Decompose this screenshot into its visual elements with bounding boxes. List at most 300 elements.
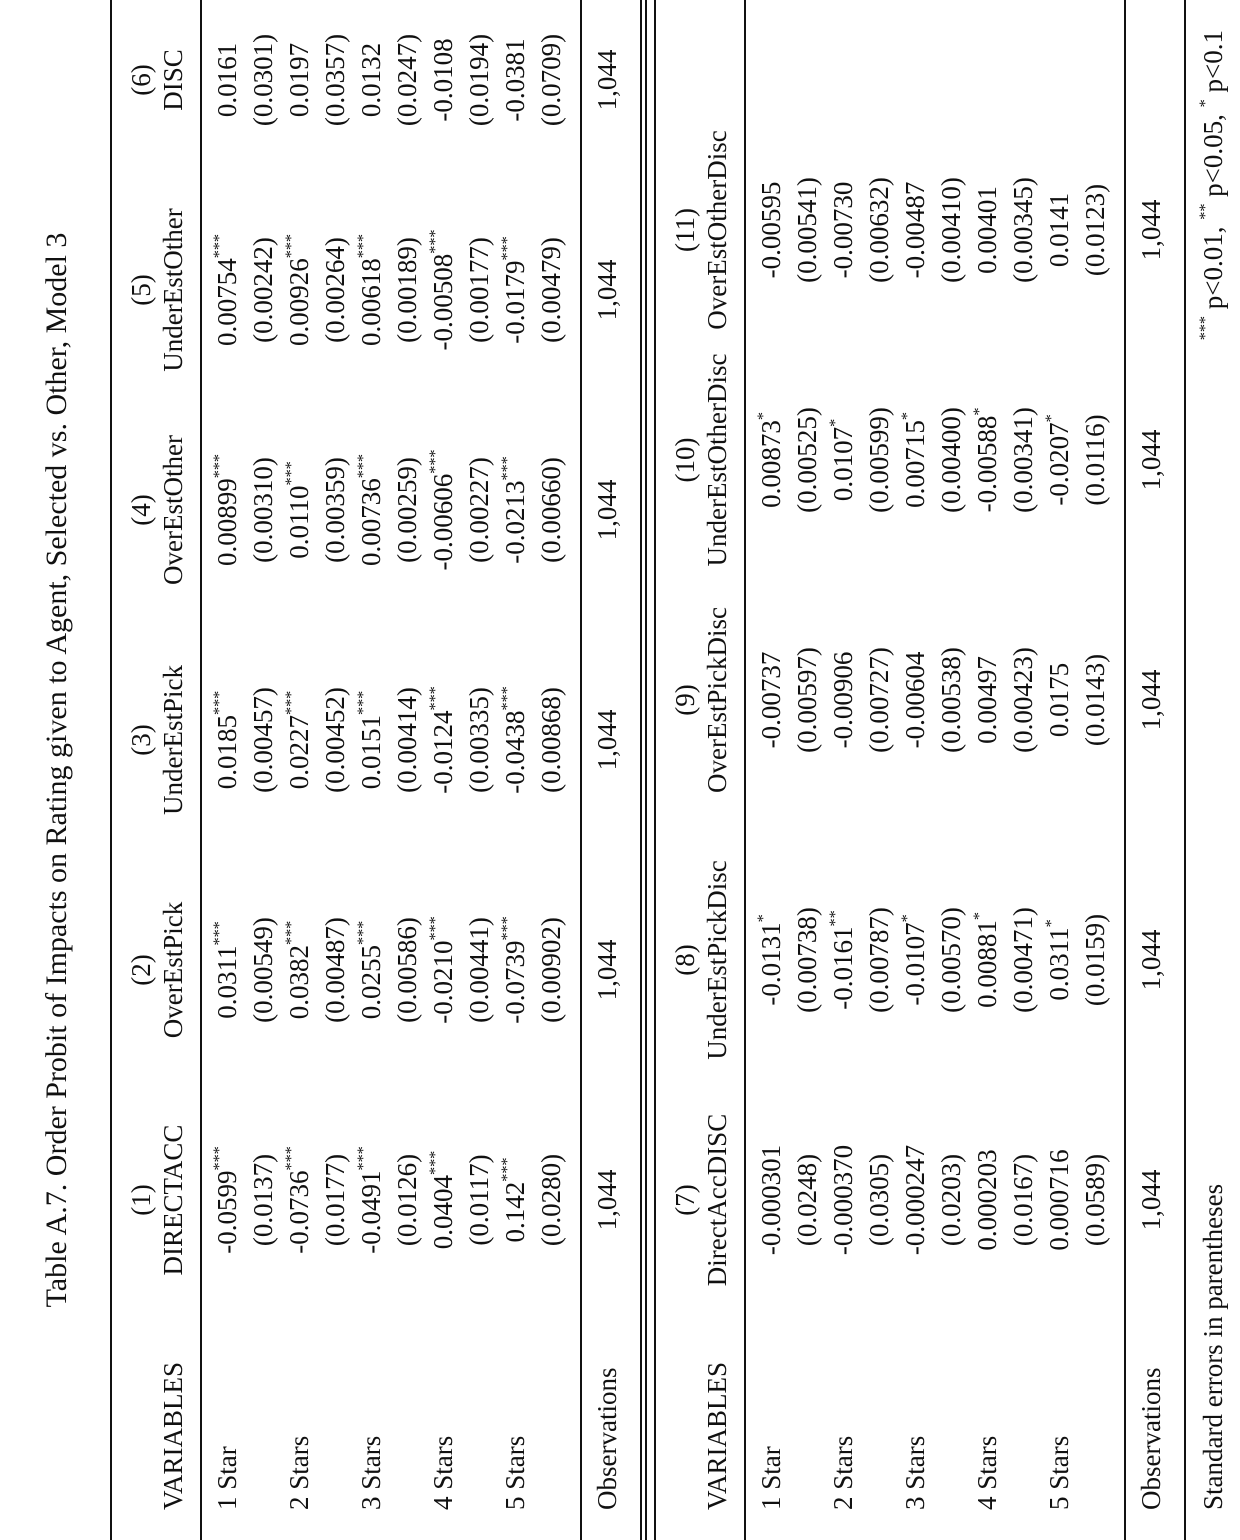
row-label: 5 Stars [1044, 1435, 1074, 1510]
variables-header: VARIABLES [158, 1361, 188, 1510]
significance-stars: *** [425, 1150, 444, 1176]
coefficient [209, 400, 242, 620]
coef-value: (0.00341) [1008, 407, 1038, 513]
column-number: (7) [670, 1184, 700, 1216]
std-error [394, 860, 421, 1080]
coefficient [214, 0, 241, 190]
column-name: DISC [158, 49, 188, 111]
row-label: 1 Star [212, 1446, 242, 1510]
coef-value: (0.00787) [864, 907, 894, 1013]
coef-value: (0.0167) [1008, 1153, 1038, 1247]
coef-value: (0.00259) [392, 457, 422, 563]
coef-value: -0.0739 [500, 940, 530, 1024]
row-label: 4 Stars [972, 1435, 1002, 1510]
coef-value: (0.0143) [1080, 653, 1110, 747]
coef-value: -0.0108 [428, 38, 458, 122]
coef-value: (0.00570) [936, 907, 966, 1013]
std-error [394, 0, 421, 190]
coefficient [497, 400, 530, 620]
footnote-significance: *** p<0.01, ** p<0.05, * p<0.1 [1195, 30, 1228, 341]
column-name: OverEstOther [158, 435, 188, 585]
coefficient [897, 835, 930, 1085]
coef-value: (0.00242) [248, 237, 278, 343]
coefficient [969, 335, 1002, 585]
coef-value: 0.00873 [756, 420, 786, 508]
coef-value: 0.0107 [828, 426, 858, 502]
coefficient [425, 860, 458, 1080]
coefficient [825, 335, 858, 585]
table-title: Table A.7. Order Probit of Impacts on Rating given to Agent, Selected vs. Other, Model 3 [40, 232, 73, 1308]
std-error [1082, 335, 1109, 585]
std-error [866, 105, 893, 355]
coef-value: (0.00310) [248, 457, 278, 563]
coefficient [502, 0, 529, 190]
significance-stars: *** [209, 233, 228, 259]
observations-count: 1,044 [1136, 199, 1166, 261]
std-error [1082, 835, 1109, 1085]
coef-value: -0.0107 [900, 922, 930, 1006]
significance-stars: * [897, 412, 916, 421]
coef-value: (0.0177) [320, 1153, 350, 1247]
significance-stars: *** [353, 690, 372, 716]
coef-value: (0.0194) [464, 33, 494, 127]
variables-header: VARIABLES [702, 1361, 732, 1510]
coef-value: (0.0589) [1080, 1153, 1110, 1247]
coef-value: -0.0736 [284, 1170, 314, 1254]
std-error [538, 860, 565, 1080]
std-error [466, 860, 493, 1080]
coef-value: -0.00737 [756, 651, 786, 749]
coefficient [753, 335, 786, 585]
std-error [322, 630, 349, 850]
column-name: OverEstPickDisc [702, 607, 732, 793]
observations-count: 1,044 [592, 709, 622, 771]
std-error [866, 575, 893, 825]
significance-stars: * [1041, 414, 1060, 423]
significance-stars: *** [497, 686, 516, 711]
coef-value: (0.0123) [1080, 183, 1110, 277]
coefficient [281, 180, 314, 400]
coefficient [209, 180, 242, 400]
panel_b-observations-rule [1124, 0, 1126, 1540]
observations-label: Observations [1136, 1367, 1166, 1510]
std-error [538, 180, 565, 400]
std-error [466, 0, 493, 190]
std-error [466, 1090, 493, 1310]
significance-stars: *** [209, 453, 228, 479]
coef-value: (0.00335) [464, 687, 494, 793]
std-error [250, 630, 277, 850]
std-error [466, 630, 493, 850]
column-number: (11) [670, 208, 700, 252]
coef-value: (0.00452) [320, 687, 350, 793]
observations-count: 1,044 [592, 259, 622, 321]
coefficient [1046, 575, 1073, 825]
coef-value: -0.00508 [428, 253, 458, 351]
coef-value: (0.0301) [248, 33, 278, 127]
significance-stars: * [1041, 919, 1060, 928]
coefficient [497, 860, 530, 1080]
coef-value: -0.0213 [500, 480, 530, 564]
std-error [322, 1090, 349, 1310]
coef-value: 0.0141 [1044, 192, 1074, 268]
observations-count: 1,044 [592, 1169, 622, 1231]
std-error [794, 335, 821, 585]
coef-value: (0.00599) [864, 407, 894, 513]
std-error [394, 1090, 421, 1310]
coef-value: -0.0210 [428, 940, 458, 1024]
coef-value: 0.0110 [284, 485, 314, 559]
std-error [250, 400, 277, 620]
std-error [394, 400, 421, 620]
significance-stars: *** [209, 690, 228, 716]
column-name: UnderEstOtherDisc [702, 353, 732, 567]
coefficient [353, 1090, 386, 1310]
coef-value: 0.0255 [356, 945, 386, 1020]
std-error [794, 1075, 821, 1325]
coef-value: -0.00604 [900, 651, 930, 749]
coef-value: -0.0179 [500, 260, 530, 344]
coef-value: 0.00618 [356, 258, 386, 347]
coef-value: -0.00487 [900, 181, 930, 279]
coefficient [753, 835, 786, 1085]
column-name: DirectAccDISC [702, 1113, 732, 1287]
std-error [322, 400, 349, 620]
significance-stars: ** [825, 910, 844, 927]
coefficient [1041, 835, 1074, 1085]
coef-value: (0.00400) [936, 407, 966, 513]
coef-value: 0.0227 [284, 715, 314, 790]
significance-stars: *** [353, 233, 372, 259]
coef-value: (0.0248) [792, 1153, 822, 1247]
coefficient [830, 575, 857, 825]
coef-value: 0.000716 [1044, 1149, 1074, 1251]
coefficient [281, 400, 314, 620]
significance-stars: *** [497, 456, 516, 481]
coef-value: (0.0203) [936, 1153, 966, 1247]
std-error [1010, 575, 1037, 825]
column-number: (1) [126, 1184, 156, 1216]
coefficient [358, 0, 385, 190]
coef-value: 0.0161 [212, 42, 242, 118]
coef-value: (0.00359) [320, 457, 350, 563]
std-error [538, 0, 565, 190]
coef-value: (0.00227) [464, 457, 494, 563]
coefficient [353, 400, 386, 620]
column-number: (2) [126, 954, 156, 986]
std-error [866, 835, 893, 1085]
coefficient [209, 860, 242, 1080]
coefficient [353, 180, 386, 400]
column-number: (4) [126, 494, 156, 526]
coef-value: (0.0709) [536, 33, 566, 127]
row-label: 3 Stars [900, 1435, 930, 1510]
significance-stars: * [753, 914, 772, 923]
panel-separator-rule-2 [645, 0, 647, 1540]
column-number: (6) [126, 64, 156, 96]
coefficient [758, 575, 785, 825]
significance-stars: *** [353, 920, 372, 946]
std-error [794, 105, 821, 355]
coefficient [497, 1090, 530, 1310]
coefficient [830, 1075, 857, 1325]
std-error [1010, 105, 1037, 355]
coef-value: 0.00736 [356, 478, 386, 567]
coef-value: (0.0137) [248, 1153, 278, 1247]
significance-stars: *** [497, 1157, 516, 1182]
coefficient [286, 0, 313, 190]
coef-value: 0.00715 [900, 420, 930, 508]
significance-stars: *** [497, 916, 516, 941]
coef-value: (0.00868) [536, 687, 566, 793]
std-error [1010, 1075, 1037, 1325]
observations-count: 1,044 [1136, 1169, 1166, 1231]
coef-value: (0.00538) [936, 647, 966, 753]
coef-value: (0.00549) [248, 917, 278, 1023]
coefficient [825, 835, 858, 1085]
coef-value: (0.00738) [792, 907, 822, 1013]
significance-stars: *** [425, 916, 444, 941]
coef-value: -0.0491 [356, 1170, 386, 1254]
observations-count: 1,044 [1136, 669, 1166, 731]
coef-value: 0.0185 [212, 715, 242, 790]
std-error [322, 860, 349, 1080]
significance-stars: * [969, 407, 988, 416]
coef-value: -0.00595 [756, 181, 786, 279]
std-error [538, 400, 565, 620]
coef-value: -0.000247 [900, 1144, 930, 1256]
std-error [250, 860, 277, 1080]
footnote-standard-errors: Standard errors in parentheses [1198, 1183, 1228, 1510]
column-name: UnderEstPickDisc [702, 860, 732, 1060]
coef-value: (0.00457) [248, 687, 278, 793]
coefficient [425, 630, 458, 850]
coef-value: -0.00588 [972, 415, 1002, 513]
significance-stars: * [969, 912, 988, 921]
std-error [938, 335, 965, 585]
coef-value: 0.0404 [428, 1175, 458, 1250]
coefficient [425, 1090, 458, 1310]
significance-stars: *** [281, 233, 300, 259]
coef-value: 0.0382 [284, 945, 314, 1020]
coef-value: (0.0126) [392, 1153, 422, 1247]
column-name: DIRECTACC [158, 1124, 188, 1276]
coefficient [758, 1075, 785, 1325]
coef-value: (0.00479) [536, 237, 566, 343]
panel-separator-rule-1 [640, 0, 642, 1540]
coefficient [1046, 105, 1073, 355]
coef-value: (0.00414) [392, 687, 422, 793]
column-number: (3) [126, 724, 156, 756]
coef-value: (0.00597) [792, 647, 822, 753]
significance-stars: *** [353, 1146, 372, 1171]
column-number: (5) [126, 274, 156, 306]
coefficient [974, 575, 1001, 825]
std-error [1010, 335, 1037, 585]
coef-value: -0.00730 [828, 181, 858, 279]
observations-count: 1,044 [592, 49, 622, 111]
coef-value: 0.0197 [284, 42, 314, 118]
panel_b-top-rule [654, 0, 656, 1540]
coef-value: -0.0207 [1044, 422, 1074, 506]
coef-value: 0.00401 [972, 186, 1002, 274]
coefficient [425, 400, 458, 620]
coef-value: -0.0124 [428, 710, 458, 794]
coefficient [425, 180, 458, 400]
column-name: UnderEstPick [158, 665, 188, 815]
coefficient [974, 105, 1001, 355]
panel_a-top-rule [110, 0, 112, 1540]
coefficient [974, 1075, 1001, 1325]
coef-value: (0.00410) [936, 177, 966, 283]
std-error [1082, 105, 1109, 355]
std-error [250, 0, 277, 190]
std-error [322, 180, 349, 400]
coef-value: (0.00541) [792, 177, 822, 283]
observations-count: 1,044 [592, 939, 622, 1001]
std-error [250, 180, 277, 400]
significance-stars: * [825, 418, 844, 427]
coef-value: 0.00881 [972, 920, 1002, 1008]
row-label: 4 Stars [428, 1435, 458, 1510]
coef-value: 0.0175 [1044, 662, 1074, 738]
coef-value: (0.00586) [392, 917, 422, 1023]
coef-value: 0.0311 [212, 945, 242, 1019]
coefficient [353, 630, 386, 850]
coef-value: (0.00441) [464, 917, 494, 1023]
coef-value: (0.0280) [536, 1153, 566, 1247]
std-error [938, 835, 965, 1085]
significance-stars: *** [209, 921, 228, 946]
coefficient [430, 0, 457, 190]
std-error [1010, 835, 1037, 1085]
coefficient [969, 835, 1002, 1085]
coef-value: (0.00525) [792, 407, 822, 513]
row-label: 2 Stars [828, 1435, 858, 1510]
std-error [250, 1090, 277, 1310]
std-error [938, 1075, 965, 1325]
column-name: OverEstPick [158, 901, 188, 1039]
coef-value: (0.00902) [536, 917, 566, 1023]
std-error [938, 105, 965, 355]
coefficient [902, 1075, 929, 1325]
column-name: UnderEstOther [158, 208, 188, 372]
coef-value: (0.00727) [864, 647, 894, 753]
coef-value: 0.000203 [972, 1149, 1002, 1251]
observations-count: 1,044 [1136, 929, 1166, 991]
std-error [466, 180, 493, 400]
std-error [538, 1090, 565, 1310]
significance-stars: *** [425, 229, 444, 254]
coef-value: -0.0438 [500, 710, 530, 794]
row-label: 1 Star [756, 1446, 786, 1510]
coef-value: 0.142 [500, 1181, 530, 1243]
std-error [1082, 575, 1109, 825]
significance-stars: *** [281, 1146, 300, 1171]
coef-value: (0.00177) [464, 237, 494, 343]
row-label: 3 Stars [356, 1435, 386, 1510]
coef-value: -0.0131 [756, 922, 786, 1006]
std-error [394, 630, 421, 850]
coef-value: 0.0311 [1044, 927, 1074, 1001]
significance-stars: *** [209, 1146, 228, 1171]
coefficient [281, 630, 314, 850]
coefficient [209, 1090, 242, 1310]
significance-stars: *** [281, 920, 300, 946]
std-error [866, 335, 893, 585]
significance-stars: *** [425, 686, 444, 711]
panel_b-header-rule [744, 0, 746, 1540]
significance-stars: * [753, 412, 772, 421]
coefficient [281, 1090, 314, 1310]
coef-value: 0.00497 [972, 656, 1002, 744]
coef-value: (0.00423) [1008, 647, 1038, 753]
coef-value: -0.0161 [828, 926, 858, 1010]
coef-value: (0.0116) [1080, 414, 1110, 506]
coefficient [209, 630, 242, 850]
panel-b-bottom-rule [1184, 0, 1186, 1540]
coef-value: (0.0305) [864, 1153, 894, 1247]
significance-stars: * [897, 914, 916, 923]
coef-value: (0.00660) [536, 457, 566, 563]
coef-value: (0.0247) [392, 33, 422, 127]
significance-stars: *** [497, 236, 516, 261]
coef-value: -0.0381 [500, 38, 530, 122]
coef-value: (0.0357) [320, 33, 350, 127]
coef-value: -0.00606 [428, 473, 458, 571]
coef-value: -0.000370 [828, 1144, 858, 1256]
row-label: 2 Stars [284, 1435, 314, 1510]
coefficient [902, 105, 929, 355]
coef-value: (0.00189) [392, 237, 422, 343]
coefficient [1041, 335, 1074, 585]
observations-count: 1,044 [592, 479, 622, 541]
coefficient [281, 860, 314, 1080]
std-error [394, 180, 421, 400]
observations-label: Observations [592, 1367, 622, 1510]
std-error [538, 630, 565, 850]
coef-value: 0.00754 [212, 258, 242, 347]
coef-value: (0.00487) [320, 917, 350, 1023]
significance-stars: *** [281, 690, 300, 716]
significance-stars: *** [353, 453, 372, 479]
coef-value: 0.0151 [356, 715, 386, 790]
coef-value: 0.00899 [212, 478, 242, 567]
observations-count: 1,044 [1136, 429, 1166, 491]
coefficient [902, 575, 929, 825]
column-number: (10) [670, 437, 700, 483]
significance-stars: *** [425, 449, 444, 474]
column-number: (8) [670, 944, 700, 976]
coefficient [497, 180, 530, 400]
panel_a-header-rule [200, 0, 202, 1540]
std-error [466, 400, 493, 620]
coef-value: (0.00632) [864, 177, 894, 283]
column-name: OverEstOtherDisc [702, 130, 732, 330]
coef-value: (0.00471) [1008, 907, 1038, 1013]
coefficient [830, 105, 857, 355]
std-error [866, 1075, 893, 1325]
std-error [938, 575, 965, 825]
coefficient [497, 630, 530, 850]
column-number: (9) [670, 684, 700, 716]
significance-stars: *** [281, 461, 300, 486]
coef-value: (0.00345) [1008, 177, 1038, 283]
coef-value: -0.000301 [756, 1144, 786, 1256]
std-error [322, 0, 349, 190]
std-error [794, 835, 821, 1085]
row-label: 5 Stars [500, 1435, 530, 1510]
